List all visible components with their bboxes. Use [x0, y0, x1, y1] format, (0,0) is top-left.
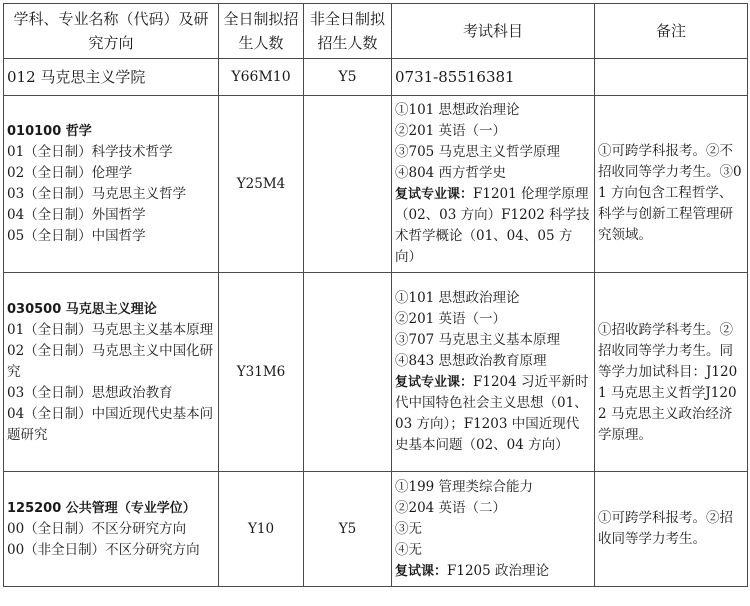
direction-item: 05（全日制）中国哲学 — [7, 228, 146, 244]
direction-item: 00（非全日制）不区分研究方向 — [7, 541, 200, 558]
notes-text: ①可跨学科报考。②不招收同等学力考生。③01 方向包含工程哲学、科学与创新工程管理研究领域。 — [598, 142, 742, 243]
school-name: 012 马克思主义学院 — [4, 59, 219, 96]
direction-item: 03（全日制）马克思主义哲学 — [7, 186, 187, 202]
admission-table — [3, 3, 748, 587]
subject-item: ②201 英语（一） — [395, 311, 507, 327]
direction-item: 02（全日制）马克思主义中国化研究 — [7, 342, 214, 380]
subject-item: ④804 西方哲学史 — [395, 165, 507, 181]
direction-item: 04（全日制）外国哲学 — [7, 207, 146, 223]
subject-item: ②204 英语（二） — [395, 499, 507, 516]
notes-text: ①可跨学科报考。②招收同等学力考生。 — [598, 510, 733, 547]
notes-text: ①招收跨学科考生。②招收同等学力考生。同等学力加试科目：J1201 马克思主义哲学J1202 马克思主义政治经济学原理。 — [598, 322, 738, 443]
header-notes: 备注 — [595, 4, 748, 59]
school-note-empty — [595, 59, 748, 96]
header-row — [4, 4, 748, 59]
subject-item: ④843 思想政治教育原理 — [395, 353, 547, 369]
retest-label: 复试专业课： — [395, 187, 474, 202]
retest-text: F1205 政治理论 — [447, 562, 550, 579]
header-parttime: 非全日制拟招生人数 — [304, 4, 392, 59]
major-title: 125200 公共管理（专业学位） — [7, 500, 196, 516]
major-directions — [4, 96, 219, 273]
parttime-quota — [304, 96, 392, 273]
subject-item: ①101 思想政治理论 — [395, 102, 520, 118]
retest-block — [395, 184, 591, 268]
header-subjects: 考试科目 — [392, 4, 595, 59]
school-parttime: Y5 — [304, 59, 392, 96]
table-row — [4, 96, 748, 273]
exam-subjects — [392, 273, 595, 472]
exam-subjects — [392, 472, 595, 587]
subject-item: ②201 英语（一） — [395, 123, 507, 139]
subject-item: ④无 — [395, 541, 422, 558]
notes-cell — [595, 273, 748, 472]
direction-item: 04（全日制）中国近现代史基本问题研究 — [7, 405, 214, 443]
notes-cell — [595, 96, 748, 273]
parttime-quota: Y5 — [304, 472, 392, 587]
table-row — [4, 273, 748, 472]
retest-block — [395, 561, 591, 582]
retest-text: F1201 伦理学原理（02、03 方向）F1202 科学技术哲学概论（01、04、05 方向） — [395, 186, 590, 265]
parttime-quota — [304, 273, 392, 472]
direction-item: 01（全日制）科学技术哲学 — [7, 144, 173, 160]
school-fulltime: Y66M10 — [219, 59, 304, 96]
header-fulltime: 全日制拟招生人数 — [219, 4, 304, 59]
major-directions — [4, 472, 219, 587]
fulltime-quota: Y25M4 — [219, 96, 304, 273]
major-title: 010100 哲学 — [7, 124, 92, 139]
school-phone: 0731-85516381 — [392, 59, 595, 96]
retest-label: 复试课： — [395, 563, 448, 579]
table-row — [4, 472, 748, 587]
exam-subjects — [392, 96, 595, 273]
header-major: 学科、专业名称（代码）及研究方向 — [4, 4, 219, 59]
direction-item: 01（全日制）马克思主义基本原理 — [7, 321, 214, 338]
direction-item: 02（全日制）伦理学 — [7, 165, 133, 181]
subject-item: ①199 管理类综合能力 — [395, 478, 534, 495]
retest-label: 复试专业课： — [395, 375, 474, 390]
major-directions — [4, 273, 219, 472]
subject-item: ③无 — [395, 520, 422, 537]
notes-cell — [595, 472, 748, 587]
retest-text: F1204 习近平新时代中国特色社会主义思想（01、03 方向）；F1203 中国近现代史基本问题（02、04 方向） — [395, 374, 589, 453]
school-row — [4, 59, 748, 96]
direction-item: 03（全日制）思想政治教育 — [7, 384, 173, 401]
retest-block — [395, 372, 591, 456]
fulltime-quota: Y10 — [219, 472, 304, 587]
subject-item: ①101 思想政治理论 — [395, 290, 520, 306]
subject-item: ③705 马克思主义哲学原理 — [395, 144, 561, 160]
subject-item: ③707 马克思主义基本原理 — [395, 332, 561, 348]
fulltime-quota: Y31M6 — [219, 273, 304, 472]
major-title: 030500 马克思主义理论 — [7, 301, 157, 317]
direction-item: 00（全日制）不区分研究方向 — [7, 520, 187, 537]
